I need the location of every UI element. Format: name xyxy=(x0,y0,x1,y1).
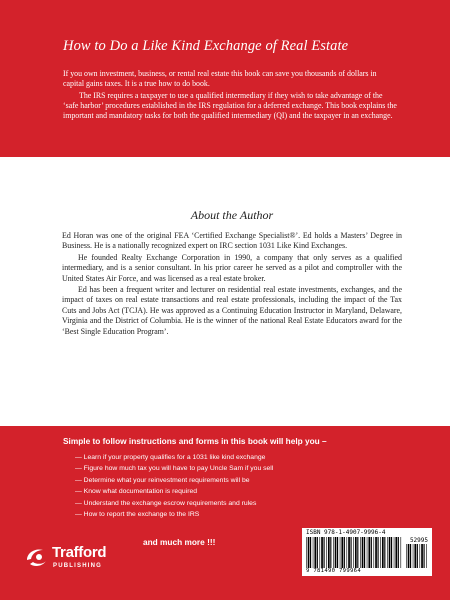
publisher-name: Trafford xyxy=(52,544,107,561)
list-item: — How to report the exchange to the IRS xyxy=(75,511,200,519)
and-much-more-text: and much more !!! xyxy=(143,537,216,547)
list-item: — Determine what your reinvestment requirements will be xyxy=(75,476,250,484)
publisher-subtitle: PUBLISHING xyxy=(53,563,103,569)
author-paragraph-1: Ed Horan was one of the original FEA ‘Certified Exchange Specialist®’. Ed holds a Masters’ Degree in Business. He is a nationally recognized expert on IRC section 1031 Like Kind Exchanges. xyxy=(62,231,402,251)
list-item: — Understand the exchange escrow requirements and rules xyxy=(75,499,257,507)
list-item: — Figure how much tax you will have to pay Uncle Sam if you sell xyxy=(75,465,274,473)
barcode-bars xyxy=(306,537,402,568)
benefits-intro: Simple to follow instructions and forms in this book will help you – xyxy=(63,436,327,446)
barcode-addon-bars xyxy=(406,544,428,568)
book-title-heading: How to Do a Like Kind Exchange of Real Estate xyxy=(63,38,349,54)
isbn-barcode xyxy=(302,528,432,576)
benefits-list xyxy=(75,452,273,520)
about-author-section xyxy=(62,208,402,337)
list-item: — Learn if your property qualifies for a 1031 like kind exchange xyxy=(75,454,266,461)
top-panel xyxy=(0,0,450,157)
price-code: 52995 xyxy=(409,537,428,544)
list-item: — Know what documentation is required xyxy=(75,488,198,496)
author-paragraph-3: Ed has been a frequent writer and lecturer on residential real estate investments, exchanges, and the impact of taxes on real estate transactions and real estate professionals, including the impact of the Tax Cuts and Jobs Act (TCJA). He was approved as a Continuing Education Instructor in Maryland, Delaware, Virginia and the District of Columbia. He is the winner of the national Real Estate Educators award for the ‘Best Single Education Program’. xyxy=(62,285,402,336)
author-paragraph-2: He founded Realty Exchange Corporation in 1990, a company that only serves as a qualified intermediary, and is a senior consultant. In his prior career he served as a pilot and comptroller with the United States Air Force, and was licensed as a real estate broker. xyxy=(62,252,402,283)
about-author-heading: About the Author xyxy=(190,208,274,222)
description-paragraph-1: If you own investment, business, or rental real estate this book can save you thousands of dollars in capital gains taxes. It is a true how to do book. xyxy=(63,69,377,88)
publisher-logo xyxy=(24,541,144,581)
trafford-logo-icon xyxy=(24,547,50,569)
isbn-text: ISBN 978-1-4907-9996-4 xyxy=(306,529,386,536)
barcode-digits: 9 781490 799964 xyxy=(306,568,362,574)
description-paragraph-2: The IRS requires a taxpayer to use a qualified intermediary if they wish to take advantage of the ‘safe harbor’ procedures established in the IRS regulation for a deferred exchange. This book explains the important and mandatory tasks for both the qualified intermediary (QI) and the taxpayer in an exchange. xyxy=(63,91,397,120)
